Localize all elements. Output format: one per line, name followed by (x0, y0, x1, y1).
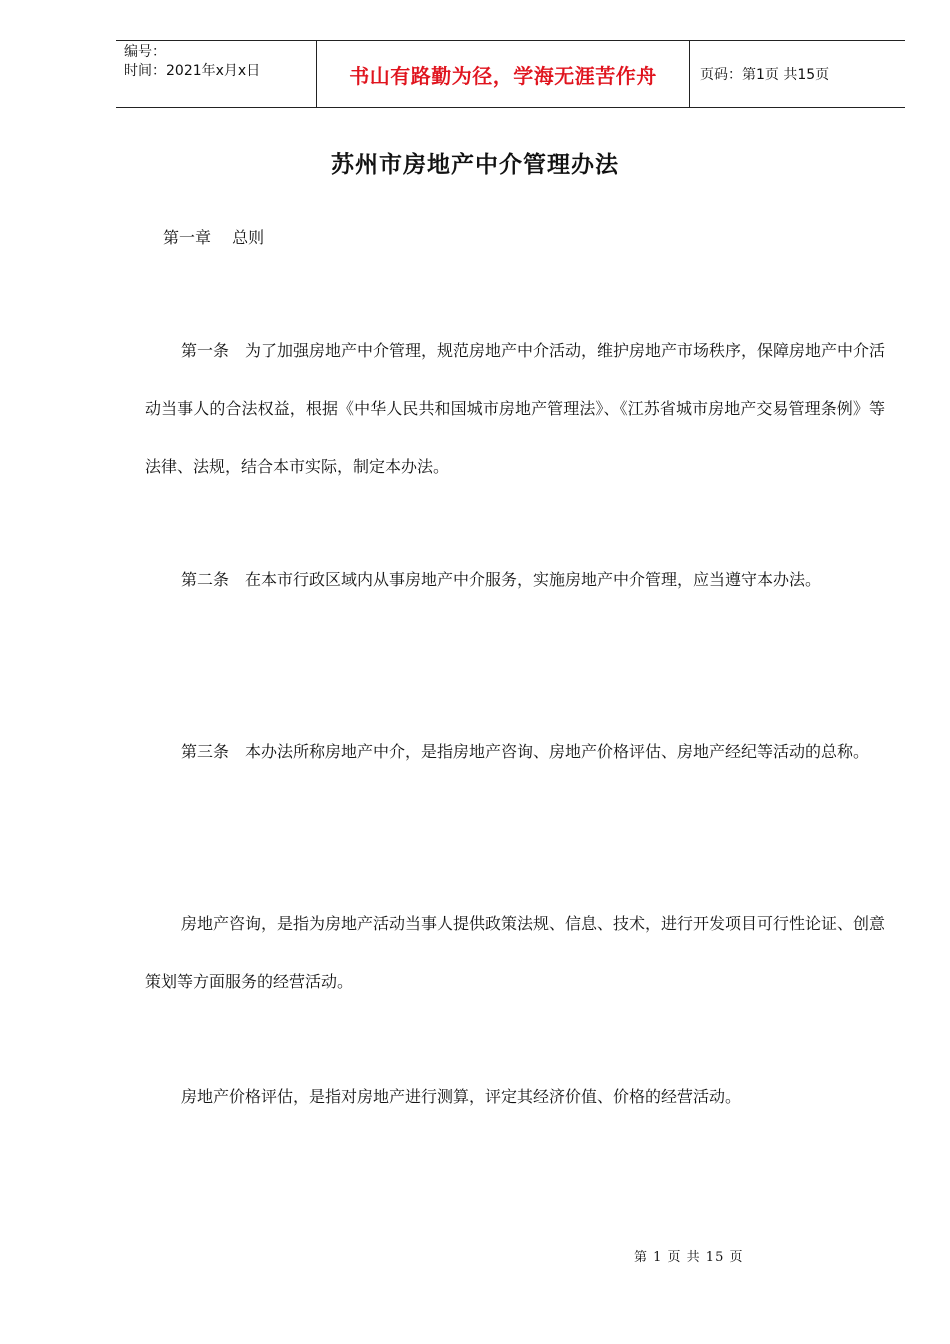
paragraph-article-2: 第二条 在本市行政区域内从事房地产中介服务，实施房地产中介管理，应当遵守本办法。 (181, 570, 822, 589)
document-time-label: 时间：2021年x月x日 (124, 63, 261, 79)
header-page-info: 页码：第1页 共15页 (700, 67, 830, 83)
header-motto-cell (316, 41, 690, 107)
document-header (116, 40, 905, 108)
header-meta (116, 41, 316, 107)
paragraph-valuation-definition: 房地产价格评估，是指对房地产进行测算，评定其经济价值、价格的经营活动。 (181, 1087, 742, 1106)
document-title: 苏州市房地产中介管理办法 (331, 151, 619, 178)
paragraph-article-1: 第一条 为了加强房地产中介管理，规范房地产中介活动，维护房地产市场秩序，保障房地产中介活动当事人的合法权益，根据《中华人民共和国城市房地产管理法》、《江苏省城市房地产交易管理条例》等法律、法规，结合本市实际，制定本办法。 (145, 341, 886, 476)
chapter-heading: 第一章 总则 (163, 228, 265, 247)
page-footer: 第 1 页 共 15 页 (634, 1250, 744, 1265)
paragraph-consulting-definition: 房地产咨询，是指为房地产活动当事人提供政策法规、信息、技术，进行开发项目可行性论证、创意策划等方面服务的经营活动。 (145, 914, 886, 991)
paragraph-article-3: 第三条 本办法所称房地产中介，是指房地产咨询、房地产价格评估、房地产经纪等活动的总称。 (181, 742, 870, 761)
header-page-info-cell (690, 41, 905, 107)
header-motto: 书山有路勤为径，学海无涯苦作舟 (349, 63, 657, 88)
document-number-label: 编号： (124, 44, 166, 60)
